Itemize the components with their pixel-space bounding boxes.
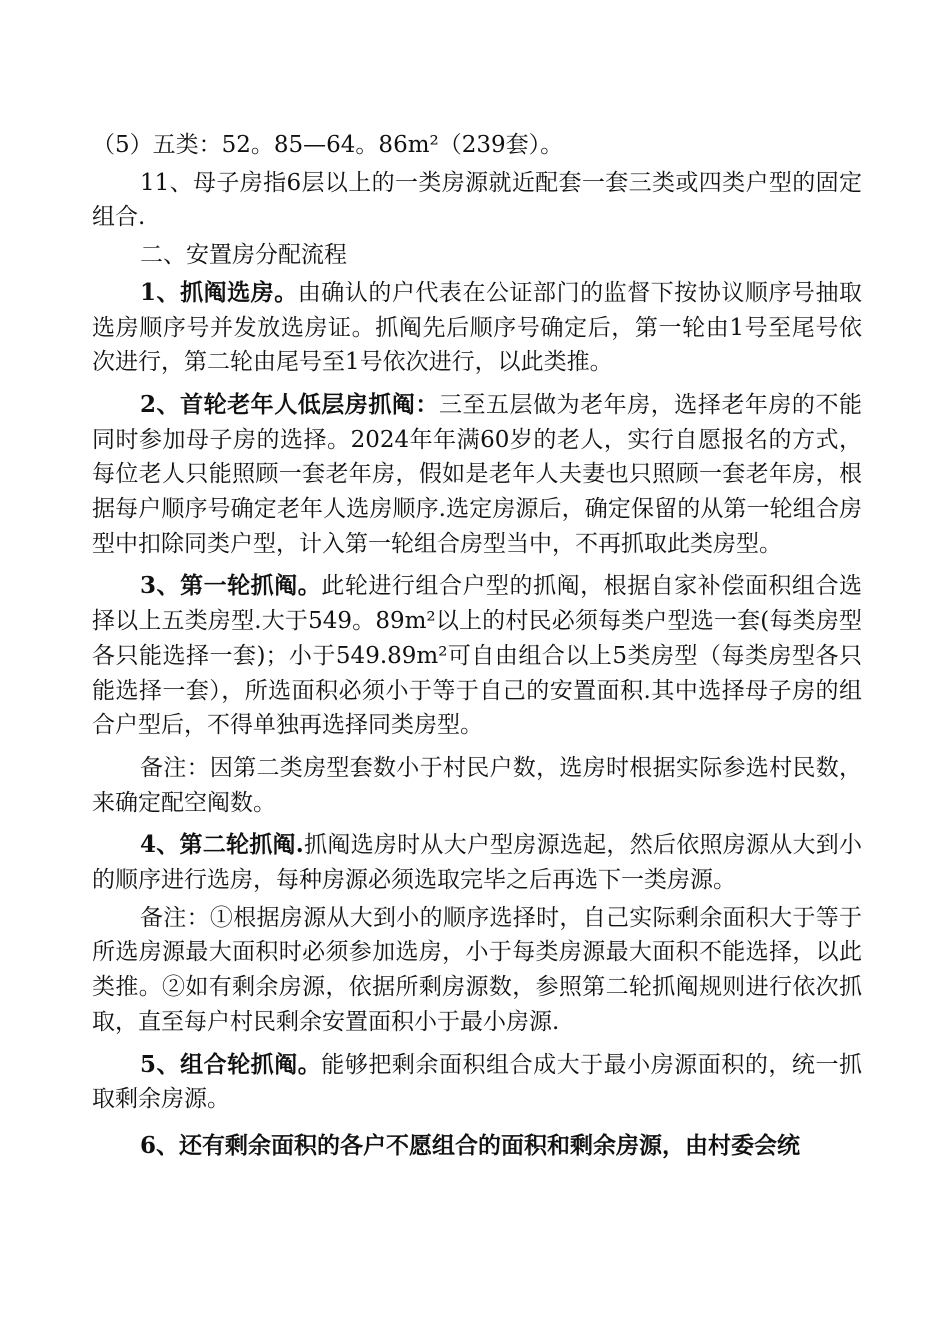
step-3-body: 此轮进行组合户型的抓阄，根据自家补偿面积组合选择以上五类房型.大于549。89m²以上的村民必须每类户型选一套(每类房型各只能选择一套)；小于549.89m²可自由组合以上5类房型（每类房型各只能选择一套），所选面积必须小于等于自己的安置面积.其中选择母子房的组合户型后，不得单独再选择同类房型。	[92, 573, 863, 739]
step-1-body: 由确认的户代表在公证部门的监督下按协议顺序号抽取选房顺序号并发放选房证。抓阄先后顺序号确定后，第一轮由1号至尾号依次进行，第二轮由尾号至1号依次进行，以此类推。	[92, 279, 862, 376]
section-heading-allocation-process: 二、安置房分配流程	[140, 242, 347, 269]
step-4-heading: 4、第二轮抓阄.	[140, 831, 304, 859]
step-5-heading: 5、组合轮抓阄。	[140, 1050, 322, 1078]
step-4-body: 抓阄选房时从大户型房源选起，然后依照房源从大到小的顺序进行选房，每种房源必须选取完毕之后再选下一类房源。	[92, 832, 863, 894]
paragraph-step-6	[92, 1129, 862, 1164]
step-2-body: 三至五层做为老年房，选择老年房的不能同时参加母子房的选择。2024年年满60岁的老人，实行自愿报名的方式，每位老人只能照顾一套老年房，假如是老年人夫妻也只照顾一套老年房，根据每户顺序号确定老年人选房顺序.选定房源后，确定保留的从第一轮组合房型中扣除同类户型，计入第一轮组合房型当中，不再抓取此类房型。	[92, 391, 862, 557]
step-1-heading: 1、抓阄选房。	[140, 278, 298, 306]
paragraph-category-five: （5）五类：52。85—64。86m²（239套）。	[92, 132, 564, 158]
paragraph-step-4	[92, 828, 862, 897]
step-2-heading: 2、首轮老年人低层房抓阄：	[140, 390, 439, 418]
document-page	[92, 128, 862, 1164]
paragraph-note-1: 备注：因第二类房型套数小于村民户数，选房时根据实际参选村民数，来确定配空阄数。	[92, 754, 862, 816]
paragraph-mother-child-house: 11、母子房指6层以上的一类房源就近配套一套三类或四类户型的固定组合.	[92, 169, 862, 231]
paragraph-note-2: 备注：①根据房源从大到小的顺序选择时，自己实际剩余面积大于等于所选房源最大面积时必须参加选房，小于每类房源最大面积不能选择，以此类推。②如有剩余房源，依据所剩房源数，参照第二轮抓阄规则进行依次抓取，直至每户村民剩余安置面积小于最小房源.	[92, 904, 862, 1035]
paragraph-step-2	[92, 388, 862, 562]
step-3-heading: 3、第一轮抓阄。	[140, 572, 322, 600]
paragraph-step-3	[92, 569, 862, 743]
step-5-body: 能够把剩余面积组合成大于最小房源面积的，统一抓取剩余房源。	[92, 1051, 863, 1113]
paragraph-step-5	[92, 1048, 862, 1117]
step-6-heading: 6、还有剩余面积的各户不愿组合的面积和剩余房源，由村委会统	[140, 1131, 801, 1159]
paragraph-step-1	[92, 276, 862, 380]
